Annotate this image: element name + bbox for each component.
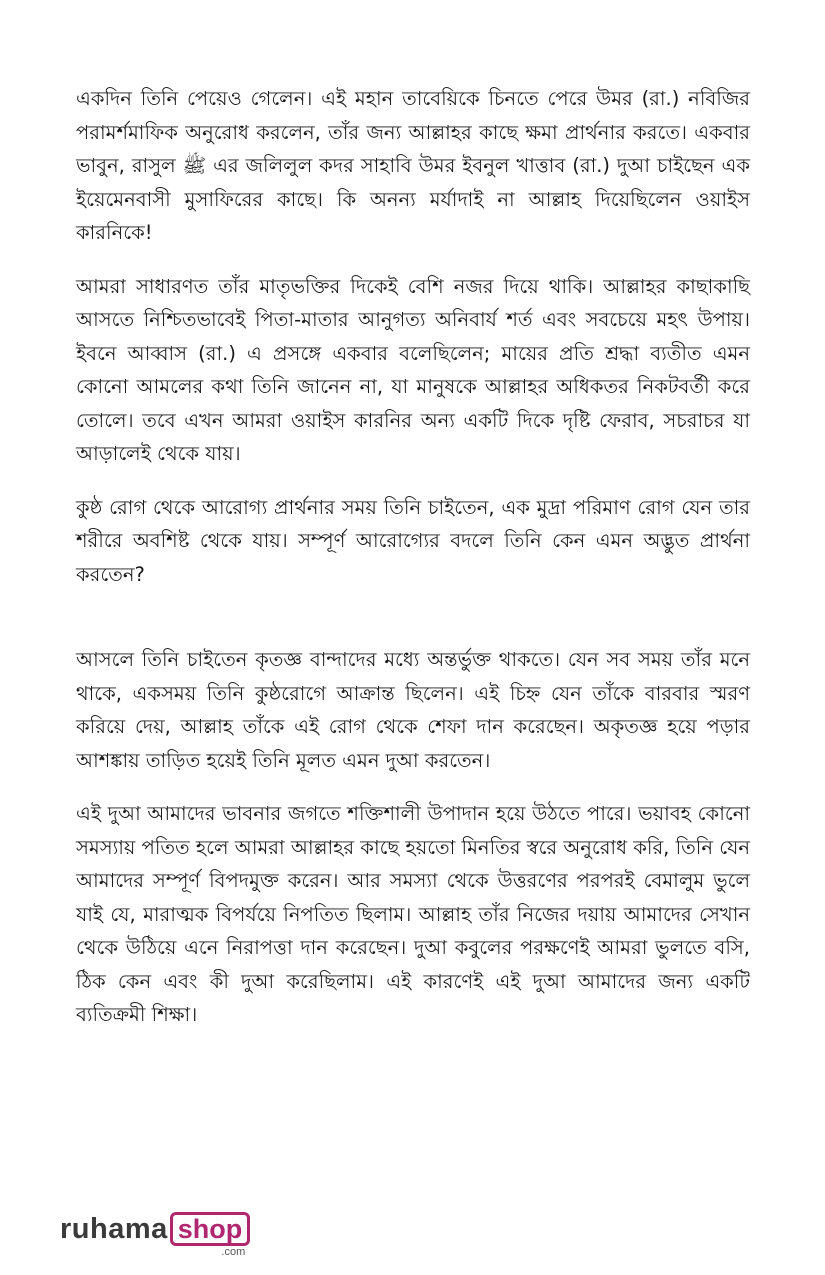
page-body xyxy=(76,82,750,1052)
logo-main-text: ruhama xyxy=(60,1213,168,1245)
paragraph-3: কুষ্ঠ রোগ থেকে আরোগ্য প্রার্থনার সময় তিনি চাইতেন, এক মুদ্রা পরিমাণ রোগ যেন তার শরীরে অবশিষ্ট থেকে যায়। সম্পূর্ণ আরোগ্যের বদলে তিনি কেন এমন অদ্ভুত প্রার্থনা করতেন? xyxy=(76,495,750,586)
logo-domain-text: .com xyxy=(221,1246,246,1258)
paragraph-5: এই দুআ আমাদের ভাবনার জগতে শক্তিশালী উপাদান হয়ে উঠতে পারে। ভয়াবহ কোনো সমস্যায় পতিত হলে আমরা আল্লাহর কাছে হয়তো মিনতির স্বরে অনুরোধ করি, তিনি যেন আমাদের সম্পূর্ণ বিপদমুক্ত করেন। আর সমস্যা থেকে উত্তরণের পরপরই বেমালুম ভুলে যাই যে, মারাত্মক বিপর্যয়ে নিপতিত ছিলাম। আল্লাহ তাঁর নিজের দয়ায় আমাদের সেখান থেকে উঠিয়ে এনে নিরাপত্তা দান করেছেন। দুআ কবুলের পরক্ষণেই আমরা ভুলতে বসি, ঠিক কেন এবং কী দুআ করেছিলাম। এই কারণেই এই দুআ আমাদের জন্য একটি ব্যতিক্রমী শিক্ষা। xyxy=(76,802,750,1026)
logo-shop-text: shop xyxy=(177,1214,243,1244)
paragraph-1: একদিন তিনি পেয়েও গেলেন। এই মহান তাবেয়িকে চিনতে পেরে উমর (রা.) নবিজির পরামর্শমাফিক অনুরোধ করলেন, তাঁর জন্য আল্লাহর কাছে ক্ষমা প্রার্থনার করতে। একবার ভাবুন, রাসুল ﷺ এর জলিলুল কদর সাহাবি উমর ইবনুল খাত্তাব (রা.) দুআ চাইছেন এক ইয়েমেনবাসী মুসাফিরের কাছে। কি অনন্য মর্যাদাই না আল্লাহ দিয়েছিলেন ওয়াইস কারনিকে! xyxy=(76,87,750,244)
publisher-logo xyxy=(60,1212,250,1262)
paragraph-4: আসলে তিনি চাইতেন কৃতজ্ঞ বান্দাদের মধ্যে অন্তর্ভুক্ত থাকতে। যেন সব সময় তাঁর মনে থাকে, একসময় তিনি কুষ্ঠরোগে আক্রান্ত ছিলেন। এই চিহ্ন যেন তাঁকে বারবার স্মরণ করিয়ে দেয়, আল্লাহ তাঁকে এই রোগ থেকে শেফা দান করেছেন। অকৃতজ্ঞ হয়ে পড়ার আশঙ্কায় তাড়িত হয়েই তিনি মূলত এমন দুআ করতেন। xyxy=(76,648,750,772)
paragraph-2: আমরা সাধারণত তাঁর মাতৃভক্তির দিকেই বেশি নজর দিয়ে থাকি। আল্লাহর কাছাকাছি আসতে নিশ্চিতভাবেই পিতা-মাতার আনুগত্য অনিবার্য শর্ত এবং সবচেয়ে মহৎ উপায়। ইবনে আব্বাস (রা.) এ প্রসঙ্গে একবার বলেছিলেন; মায়ের প্রতি শ্রদ্ধা ব্যতীত এমন কোনো আমলের কথা তিনি জানেন না, যা মানুষকে আল্লাহর অধিকতর নিকটবর্তী করে তোলে। তবে এখন আমরা ওয়াইস কারনির অন্য একটি দিকে দৃষ্টি ফেরাব, সচরাচর যা আড়ালেই থেকে যায়। xyxy=(76,274,750,465)
logo-shop-box xyxy=(170,1212,251,1258)
